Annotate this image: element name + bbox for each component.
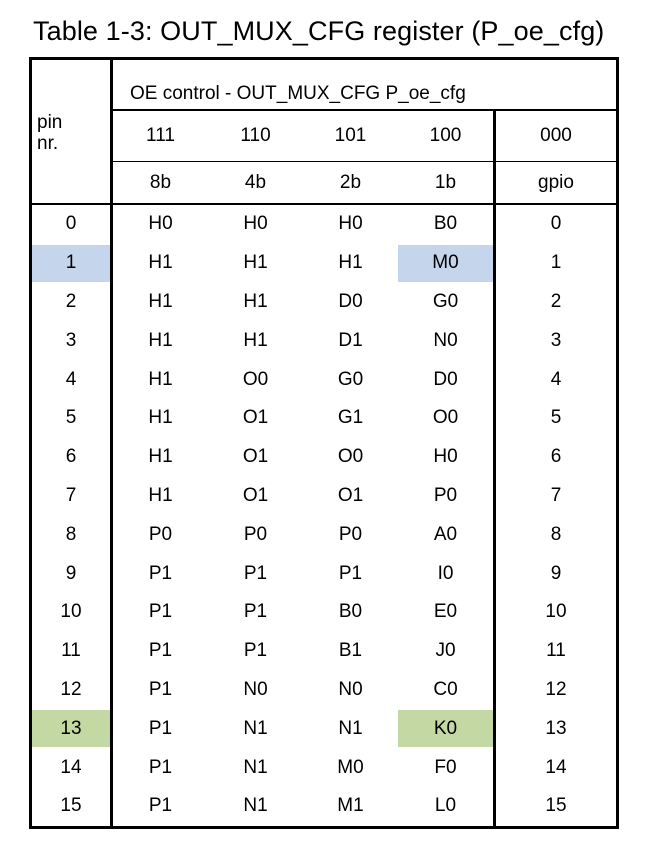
- mux-cell-c000: 11: [546, 640, 566, 662]
- code-header-000: 000: [540, 125, 572, 146]
- pin-number-cell: 6: [65, 446, 77, 468]
- mux-cell-c000: 6: [550, 446, 562, 468]
- mux-cell-c111: H1: [148, 446, 173, 468]
- mux-cell-c100: N0: [433, 329, 458, 351]
- mux-cell-c000: 8: [550, 523, 562, 545]
- mux-cell-c111: P1: [148, 756, 173, 778]
- width-header-4b: 4b: [244, 171, 267, 193]
- mux-cell-c000: 10: [545, 601, 567, 623]
- mux-cell-c101: O0: [337, 446, 364, 468]
- mux-cell-c000: 5: [550, 407, 562, 429]
- code-header-111: 111: [146, 125, 175, 146]
- mux-cell-c101: G1: [337, 407, 364, 429]
- mux-cell-c100: K0: [398, 710, 493, 747]
- pin-column-header: [37, 112, 93, 154]
- mux-cell-c101: D1: [338, 329, 363, 351]
- mux-cell-c110: H0: [243, 213, 268, 235]
- pin-number-cell: 1: [32, 245, 110, 282]
- mux-cell-c100: G0: [432, 290, 459, 312]
- pin-number-cell: 4: [65, 368, 77, 390]
- mux-cell-c110: H1: [243, 329, 268, 351]
- pin-number-cell: 2: [65, 290, 77, 312]
- mux-cell-c000: 9: [550, 562, 562, 584]
- pin-number-cell: 3: [65, 329, 77, 351]
- mux-cell-c100: M0: [398, 245, 493, 282]
- header-bottom-rule: [32, 203, 616, 205]
- pin-number-cell: 9: [65, 562, 77, 584]
- mux-cell-c000: 13: [545, 717, 567, 739]
- mux-cell-c000: 12: [545, 678, 567, 700]
- mux-cell-c110: N1: [243, 756, 268, 778]
- pin-number-cell: 10: [60, 601, 82, 623]
- mux-cell-c101: B1: [338, 640, 363, 662]
- mux-cell-c110: P1: [243, 640, 268, 662]
- mux-cell-c111: H1: [148, 252, 173, 274]
- mux-cell-c111: H0: [148, 213, 173, 235]
- mux-cell-c111: P1: [148, 717, 173, 739]
- mux-cell-c101: B0: [338, 601, 363, 623]
- pin-label-line2: nr.: [37, 133, 59, 154]
- mux-cell-c000: 7: [550, 484, 562, 506]
- mux-cell-c000: 14: [545, 756, 567, 778]
- mux-cell-c111: H1: [148, 368, 173, 390]
- width-header-2b: 2b: [339, 171, 362, 193]
- mux-cell-c101: M1: [337, 795, 364, 817]
- code-header-101: 101: [334, 125, 367, 146]
- pin-number-cell: 15: [60, 795, 82, 817]
- mux-cell-c000: 15: [545, 795, 567, 817]
- mux-cell-c101: H1: [338, 252, 363, 274]
- mux-cell-c110: P1: [243, 601, 268, 623]
- pin-number-cell: 0: [65, 213, 77, 235]
- mux-cell-c101: G0: [337, 368, 364, 390]
- mux-cell-c111: P0: [148, 523, 173, 545]
- mux-cell-c100: L0: [434, 795, 457, 817]
- mux-cell-c111: P1: [148, 795, 173, 817]
- mux-cell-c111: H1: [148, 484, 173, 506]
- mux-cell-c100: I0: [437, 562, 454, 584]
- mux-cell-c000: 2: [550, 290, 562, 312]
- mux-cell-c100: C0: [433, 678, 458, 700]
- pin-number-cell: 11: [61, 640, 81, 662]
- mux-cell-c000: 0: [550, 213, 562, 235]
- mux-cell-c110: O1: [242, 484, 269, 506]
- pin-number-cell: 7: [65, 484, 77, 506]
- mux-cell-c111: H1: [148, 329, 173, 351]
- mux-cell-c110: N1: [243, 717, 268, 739]
- register-table: [29, 57, 619, 829]
- table-title: Table 1-3: OUT_MUX_CFG register (P_oe_cfg): [33, 16, 605, 46]
- mux-cell-c101: O1: [337, 484, 364, 506]
- mux-cell-c110: N0: [243, 678, 268, 700]
- pin-number-cell: 8: [65, 523, 77, 545]
- pin-number-cell: 5: [65, 407, 77, 429]
- mux-cell-c100: P0: [433, 484, 458, 506]
- pin-number-cell: 13: [32, 710, 110, 747]
- mux-cell-c000: 3: [550, 329, 562, 351]
- mux-cell-c101: N1: [338, 717, 363, 739]
- mux-cell-c110: H1: [243, 252, 268, 274]
- mux-cell-c100: A0: [433, 523, 458, 545]
- mux-cell-c000: 1: [550, 252, 562, 274]
- mux-cell-c100: E0: [433, 601, 458, 623]
- code-header-110: 110: [240, 125, 271, 146]
- mux-cell-c101: N0: [338, 678, 363, 700]
- mux-cell-c111: P1: [148, 562, 173, 584]
- mux-cell-c111: P1: [148, 640, 173, 662]
- width-header-1b: 1b: [434, 171, 457, 193]
- mux-cell-c111: H1: [148, 290, 173, 312]
- mux-cell-c101: P0: [338, 523, 363, 545]
- mux-cell-c111: P1: [148, 601, 173, 623]
- pin-label-line1: pin: [37, 112, 63, 133]
- mux-cell-c110: O1: [242, 446, 269, 468]
- pin-number-cell: 14: [60, 756, 82, 778]
- mux-cell-c100: H0: [433, 446, 458, 468]
- mux-cell-c111: P1: [148, 678, 173, 700]
- mux-cell-c101: H0: [338, 213, 363, 235]
- width-header-8b: 8b: [149, 171, 172, 193]
- mux-cell-c100: J0: [435, 640, 456, 662]
- mux-cell-c101: D0: [338, 290, 363, 312]
- mux-cell-c100: F0: [434, 756, 457, 778]
- mux-cell-c110: O0: [242, 368, 269, 390]
- group-label: OE control - OUT_MUX_CFG P_oe_cfg: [130, 83, 466, 104]
- mux-cell-c100: B0: [433, 213, 458, 235]
- mux-cell-c110: P1: [243, 562, 268, 584]
- mux-cell-c101: M0: [337, 756, 364, 778]
- mux-cell-c101: P1: [338, 562, 363, 584]
- mux-cell-c110: O1: [242, 407, 269, 429]
- mux-cell-c110: H1: [243, 290, 268, 312]
- width-header-gpio: gpio: [538, 171, 574, 193]
- mux-cell-c100: D0: [433, 368, 458, 390]
- mux-cell-c100: O0: [432, 407, 459, 429]
- mux-cell-c000: 4: [550, 368, 562, 390]
- mux-cell-c111: H1: [148, 407, 173, 429]
- mux-cell-c110: N1: [243, 795, 268, 817]
- code-header-100: 100: [429, 125, 462, 146]
- pin-number-cell: 12: [60, 678, 82, 700]
- mux-cell-c110: P0: [243, 523, 268, 545]
